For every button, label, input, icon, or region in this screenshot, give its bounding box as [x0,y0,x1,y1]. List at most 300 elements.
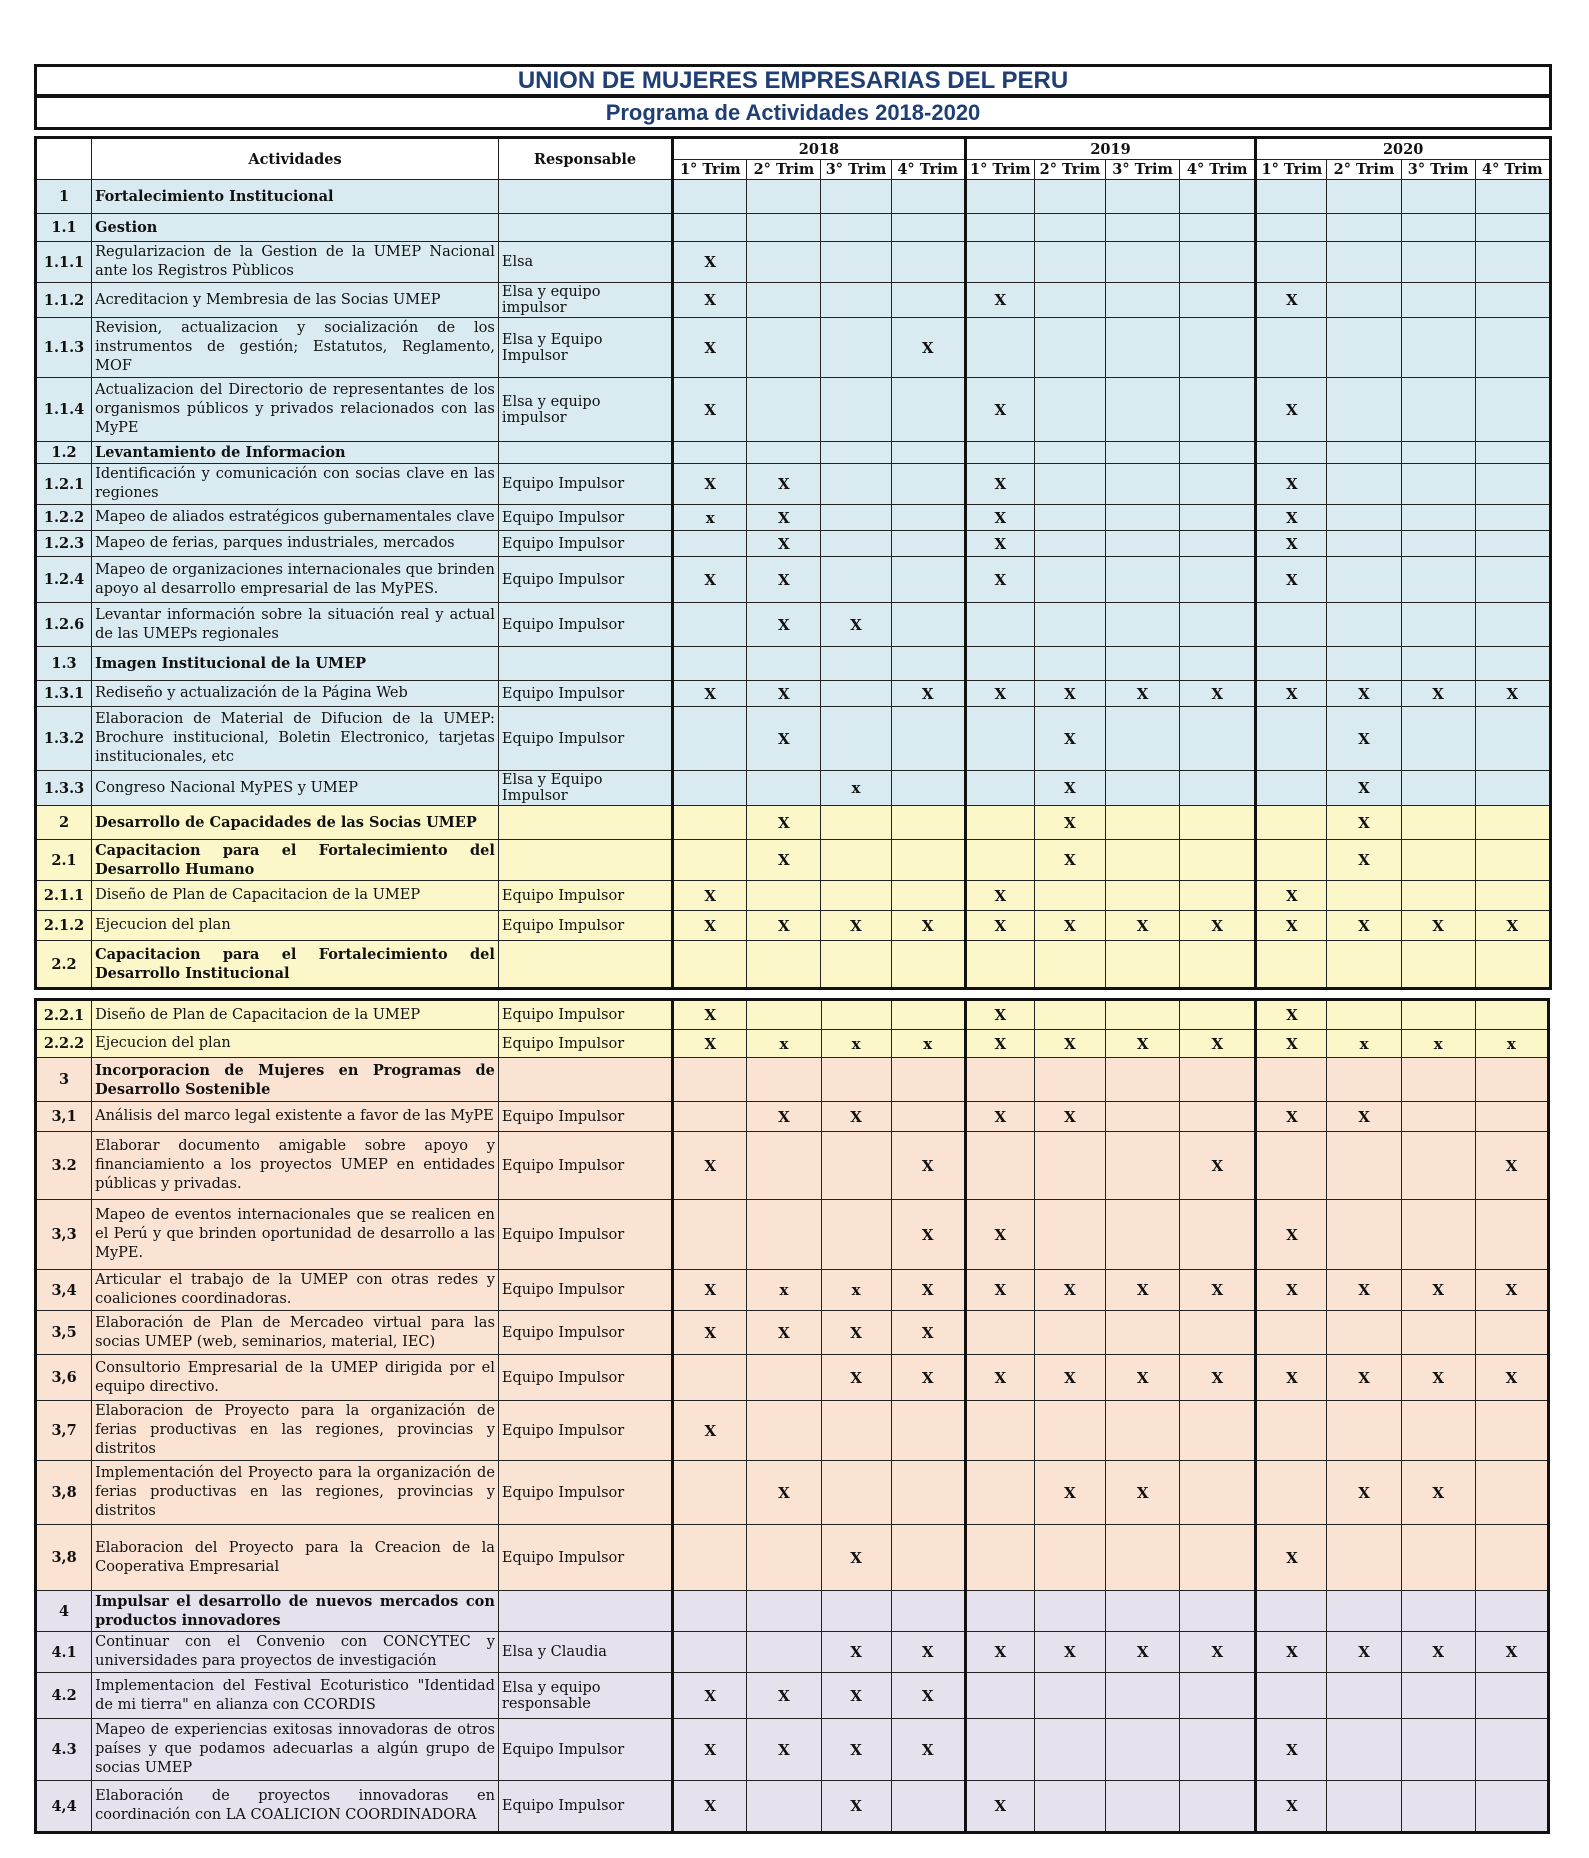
quarter-mark: X [965,531,1034,557]
quarter-mark [1105,557,1179,603]
quarter-mark [965,707,1034,771]
quarter-mark: X [1256,1719,1327,1781]
quarter-mark: X [1256,531,1327,557]
quarter-mark [1105,180,1179,214]
table-row [36,242,1551,283]
quarter-mark: X [1256,505,1327,531]
quarter-mark: x [747,1270,821,1311]
responsible: Equipo Impulsor [498,1311,672,1355]
activity-number: 3,8 [36,1461,92,1525]
quarter-mark [1401,242,1475,283]
quarter-mark [747,214,821,242]
quarter-mark: X [1401,1461,1475,1525]
quarter-mark [965,1525,1034,1591]
quarter-mark [1105,806,1179,840]
quarter-mark [1475,1311,1548,1355]
table-row [36,442,1551,464]
activity-name: Regularizacion de la Gestion de la UMEP Nacional ante los Registros Pùblicos [92,242,499,283]
activity-number: 2.1.1 [36,881,92,911]
responsible: Equipo Impulsor [498,557,672,603]
quarter-mark [1105,603,1179,647]
activity-number: 3,1 [36,1102,92,1132]
quarter-mark [673,1058,747,1102]
quarter-mark: X [1327,1270,1401,1311]
quarter-mark [1475,242,1550,283]
quarter-mark [1180,180,1256,214]
quarter-mark [821,214,891,242]
responsible: Equipo Impulsor [498,1781,672,1833]
quarter-mark [821,318,891,378]
quarter-mark: X [965,1632,1034,1673]
quarter-mark: X [1256,1000,1327,1030]
quarter-mark: X [965,464,1034,505]
quarter-mark [1180,603,1256,647]
header-responsible: Responsable [498,138,672,180]
quarter-mark [673,531,747,557]
quarter-mark [965,771,1034,806]
responsible [498,214,672,242]
quarter-mark: X [821,1525,891,1591]
quarter-mark [1475,840,1550,881]
quarter-mark [1180,881,1256,911]
quarter-mark [1034,318,1105,378]
quarter-mark: X [1256,681,1327,707]
activity-number: 1.1 [36,214,92,242]
quarter-mark [891,505,965,531]
quarter-mark [1327,180,1401,214]
activity-name: Capacitacion para el Fortalecimiento del Desarrollo Institucional [92,941,499,989]
quarter-mark [1256,603,1327,647]
activity-name: Rediseño y actualización de la Página Web [92,681,499,707]
table-row [36,1719,1549,1781]
quarter-mark [747,242,821,283]
quarter-mark: x [673,505,747,531]
quarter-mark [1327,1673,1401,1719]
quarter-mark [1034,464,1105,505]
quarter-mark [1034,283,1105,318]
quarter-mark [1034,214,1105,242]
activity-name: Actualizacion del Directorio de representantes de los organismos públicos y privados relacionados con las MyPE [92,378,499,442]
quarter-mark: X [1180,911,1256,941]
activity-number: 3,5 [36,1311,92,1355]
quarter-mark: X [965,681,1034,707]
quarter-mark [1106,1132,1180,1200]
quarter-mark: x [747,1030,821,1058]
quarter-mark: X [1106,1632,1180,1673]
activity-number: 4.1 [36,1632,92,1673]
quarter-mark [1180,1000,1256,1030]
quarter-mark [1475,464,1550,505]
quarter-mark [1106,1200,1180,1270]
quarter-mark [1327,1200,1401,1270]
header-quarter: 4° Trim [1475,160,1550,180]
table-row [36,1030,1549,1058]
table-row [36,771,1551,806]
quarter-mark [821,881,891,911]
quarter-mark: X [673,464,747,505]
quarter-mark [1105,378,1179,442]
quarter-mark [1180,1058,1256,1102]
activity-name: Mapeo de experiencias exitosas innovadoras de otros países y que podamos adecuarlas a algún grupo de socias UMEP [92,1719,499,1781]
quarter-mark: X [965,1200,1034,1270]
quarter-mark [1475,1781,1548,1833]
quarter-mark [821,180,891,214]
responsible: Elsa y equipo responsable [498,1673,672,1719]
quarter-mark: X [747,1673,821,1719]
quarter-mark: X [1034,1355,1105,1401]
quarter-mark [1180,1525,1256,1591]
quarter-mark [673,180,747,214]
quarter-mark [1327,881,1401,911]
activity-name: Incorporacion de Mujeres en Programas de Desarrollo Sostenible [92,1058,499,1102]
activity-number: 3.2 [36,1132,92,1200]
activity-number: 1.2.1 [36,464,92,505]
quarter-mark [965,1591,1034,1632]
quarter-mark [1401,771,1475,806]
quarter-mark: X [1327,1461,1401,1525]
quarter-mark [1106,1058,1180,1102]
quarter-mark [1034,1132,1105,1200]
quarter-mark: X [1256,464,1327,505]
quarter-mark: X [1475,1270,1548,1311]
quarter-mark [1327,603,1401,647]
table-row [36,881,1551,911]
quarter-mark [1327,1591,1401,1632]
quarter-mark [673,214,747,242]
responsible: Equipo Impulsor [498,681,672,707]
quarter-mark [1327,557,1401,603]
quarter-mark: X [1256,557,1327,603]
responsible [498,806,672,840]
activity-number: 2 [36,806,92,840]
activity-number: 3,8 [36,1525,92,1591]
quarter-mark: X [1105,911,1179,941]
quarter-mark [891,464,965,505]
table-row [36,1461,1549,1525]
quarter-mark: X [821,1311,891,1355]
activity-number: 4,4 [36,1781,92,1833]
quarter-mark [1401,1311,1475,1355]
header-year-2019: 2019 [965,138,1256,160]
table-row [36,505,1551,531]
quarter-mark [1475,531,1550,557]
quarter-mark [1256,707,1327,771]
quarter-mark: X [1034,1270,1105,1311]
quarter-mark: X [1256,911,1327,941]
activity-name: Elaboración de Plan de Mercadeo virtual para las socias UMEP (web, seminarios, material, IEC) [92,1311,499,1355]
quarter-mark [747,1058,821,1102]
quarter-mark [1180,771,1256,806]
quarter-mark: X [673,911,747,941]
quarter-mark [673,840,747,881]
quarter-mark: X [965,557,1034,603]
quarter-mark [1401,1058,1475,1102]
activity-number: 1.3.2 [36,707,92,771]
quarter-mark [1180,318,1256,378]
quarter-mark [1034,1525,1105,1591]
quarter-mark [1180,1102,1256,1132]
activity-number: 2.1.2 [36,911,92,941]
quarter-mark [673,1102,747,1132]
quarter-mark [891,1058,965,1102]
quarter-mark [747,180,821,214]
quarter-mark: X [1327,806,1401,840]
responsible: Equipo Impulsor [498,1270,672,1311]
quarter-mark [1256,806,1327,840]
quarter-mark [1105,707,1179,771]
table-row [36,1311,1549,1355]
quarter-mark [821,557,891,603]
activity-number: 1.2.6 [36,603,92,647]
quarter-mark [1475,442,1550,464]
quarter-mark [1475,1673,1548,1719]
quarter-mark [1256,242,1327,283]
activity-number: 4.3 [36,1719,92,1781]
quarter-mark: X [747,603,821,647]
quarter-mark [1180,1461,1256,1525]
activity-number: 3,4 [36,1270,92,1311]
table-row [36,214,1551,242]
quarter-mark: X [747,1461,821,1525]
quarter-mark [747,647,821,681]
header-quarter: 2° Trim [1327,160,1401,180]
quarter-mark: X [1256,1632,1327,1673]
quarter-mark [891,707,965,771]
quarter-mark [747,771,821,806]
activity-name: Elaboracion de Proyecto para la organización de ferias productivas en las regiones, provincias y distritos [92,1401,499,1461]
quarter-mark [1105,214,1179,242]
quarter-mark [821,806,891,840]
quarter-mark [1034,941,1105,989]
quarter-mark: X [673,681,747,707]
quarter-mark [1034,378,1105,442]
activity-name: Mapeo de aliados estratégicos gubernamentales clave [92,505,499,531]
activity-name: Levantamiento de Informacion [92,442,499,464]
quarter-mark [891,283,965,318]
quarter-mark [1327,242,1401,283]
quarter-mark [1401,1000,1475,1030]
activity-number: 3,6 [36,1355,92,1401]
quarter-mark [891,1461,965,1525]
header-quarter: 1° Trim [1256,160,1327,180]
quarter-mark [1180,806,1256,840]
quarter-mark: X [1256,283,1327,318]
responsible: Equipo Impulsor [498,464,672,505]
quarter-mark [1106,1673,1180,1719]
quarter-mark [1327,531,1401,557]
quarter-mark [1034,505,1105,531]
activity-number: 2.1 [36,840,92,881]
quarter-mark [1180,283,1256,318]
activity-number: 1 [36,180,92,214]
quarter-mark [1180,242,1256,283]
quarter-mark [965,840,1034,881]
quarter-mark [1256,840,1327,881]
quarter-mark [891,1000,965,1030]
quarter-mark: X [673,1401,747,1461]
quarter-mark: X [1106,1461,1180,1525]
quarter-mark [1327,1311,1401,1355]
quarter-mark [891,881,965,911]
activity-number: 3 [36,1058,92,1102]
quarter-mark [1327,1000,1401,1030]
responsible: Equipo Impulsor [498,1461,672,1525]
quarter-mark: X [965,1355,1034,1401]
header-activities: Actividades [92,138,499,180]
quarter-mark [1105,242,1179,283]
quarter-mark: X [747,531,821,557]
header-number [36,138,92,180]
quarter-mark [1180,1719,1256,1781]
quarter-mark [1475,180,1550,214]
quarter-mark: X [891,1200,965,1270]
quarter-mark [1106,1525,1180,1591]
activity-name: Capacitacion para el Fortalecimiento del Desarrollo Humano [92,840,499,881]
quarter-mark [1256,214,1327,242]
quarter-mark [747,1591,821,1632]
table-row [36,911,1551,941]
quarter-mark [965,1461,1034,1525]
quarter-mark [821,242,891,283]
table-row [36,681,1551,707]
quarter-mark [1180,1200,1256,1270]
quarter-mark [673,806,747,840]
quarter-mark [1180,378,1256,442]
activity-name: Gestion [92,214,499,242]
quarter-mark [891,214,965,242]
quarter-mark [1475,603,1550,647]
activity-number: 1.1.3 [36,318,92,378]
activity-name: Fortalecimiento Institucional [92,180,499,214]
quarter-mark: x [821,1030,891,1058]
quarter-mark [673,1355,747,1401]
quarter-mark [673,1591,747,1632]
quarter-mark: X [1034,681,1105,707]
quarter-mark [965,242,1034,283]
quarter-mark [1475,1000,1548,1030]
quarter-mark: X [821,1355,891,1401]
quarter-mark: X [1106,1030,1180,1058]
quarter-mark: X [1034,1030,1105,1058]
table-row [36,707,1551,771]
quarter-mark [891,378,965,442]
quarter-mark [891,180,965,214]
quarter-mark: X [965,1030,1034,1058]
activity-name: Diseño de Plan de Capacitacion de la UMEP [92,1000,499,1030]
quarter-mark: X [965,1270,1034,1311]
quarter-mark: X [891,1719,965,1781]
quarter-mark [965,647,1034,681]
header-quarter: 4° Trim [891,160,965,180]
header-quarter: 3° Trim [1105,160,1179,180]
quarter-mark: X [965,1102,1034,1132]
quarter-mark [1401,1673,1475,1719]
quarter-mark [747,1401,821,1461]
activity-number: 2.2 [36,941,92,989]
quarter-mark [1105,318,1179,378]
responsible: Equipo Impulsor [498,1102,672,1132]
activity-name: Revision, actualizacion y socialización de los instrumentos de gestión; Estatutos, Reglamento, MOF [92,318,499,378]
quarter-mark: X [1475,1355,1548,1401]
quarter-mark: X [821,1781,891,1833]
quarter-mark [673,941,747,989]
quarter-mark: X [673,1781,747,1833]
quarter-mark [1401,505,1475,531]
quarter-mark [821,505,891,531]
quarter-mark [965,603,1034,647]
quarter-mark [1105,840,1179,881]
quarter-mark [747,881,821,911]
responsible: Equipo Impulsor [498,911,672,941]
quarter-mark [821,1132,891,1200]
activities-table-part-2 [34,998,1550,1834]
quarter-mark [1327,647,1401,681]
quarter-mark [1401,1525,1475,1591]
quarter-mark [1106,1311,1180,1355]
activity-name: Implementacion del Festival Ecoturistico "Identidad de mi tierra" en alianza con CCORDIS [92,1673,499,1719]
quarter-mark [1401,283,1475,318]
table-body-part-1 [36,180,1551,989]
responsible: Equipo Impulsor [498,1355,672,1401]
quarter-mark: X [891,1270,965,1311]
quarter-mark [1106,1401,1180,1461]
quarter-mark: X [1401,911,1475,941]
quarter-mark [1401,1781,1475,1833]
quarter-mark [891,531,965,557]
table-row [36,283,1551,318]
responsible [498,442,672,464]
quarter-mark: X [673,1132,747,1200]
quarter-mark [1401,1200,1475,1270]
quarter-mark: X [1475,681,1550,707]
activity-name: Elaborar documento amigable sobre apoyo y financiamiento a los proyectos UMEP en entidades públicas y privadas. [92,1132,499,1200]
quarter-mark [1401,180,1475,214]
quarter-mark [891,242,965,283]
activity-number: 1.2.2 [36,505,92,531]
quarter-mark [1034,180,1105,214]
activity-name: Elaboracion de Material de Difucion de la UMEP: Brochure institucional, Boletin Electronico, tarjetas institucionales, etc [92,707,499,771]
quarter-mark [891,806,965,840]
activity-number: 1.1.1 [36,242,92,283]
quarter-mark [1180,505,1256,531]
quarter-mark [1475,647,1550,681]
quarter-mark: X [821,911,891,941]
quarter-mark [821,647,891,681]
table-row [36,1102,1549,1132]
quarter-mark [1105,647,1179,681]
activity-name: Análisis del marco legal existente a favor de las MyPE [92,1102,499,1132]
quarter-mark: x [821,1270,891,1311]
quarter-mark: X [1034,911,1105,941]
quarter-mark [1401,647,1475,681]
quarter-mark: X [747,505,821,531]
quarter-mark [965,1401,1034,1461]
responsible: Equipo Impulsor [498,603,672,647]
responsible: Elsa y equipo impulsor [498,378,672,442]
responsible: Equipo Impulsor [498,1719,672,1781]
quarter-mark [673,707,747,771]
quarter-mark [673,603,747,647]
quarter-mark [1034,1000,1105,1030]
quarter-mark [821,1461,891,1525]
activity-name: Implementación del Proyecto para la organización de ferias productivas en las regiones, provincias y distritos [92,1461,499,1525]
quarter-mark [821,378,891,442]
quarter-mark [673,1461,747,1525]
quarter-mark [1475,1461,1548,1525]
header-quarter: 3° Trim [821,160,891,180]
quarter-mark: X [891,911,965,941]
quarter-mark [965,1673,1034,1719]
